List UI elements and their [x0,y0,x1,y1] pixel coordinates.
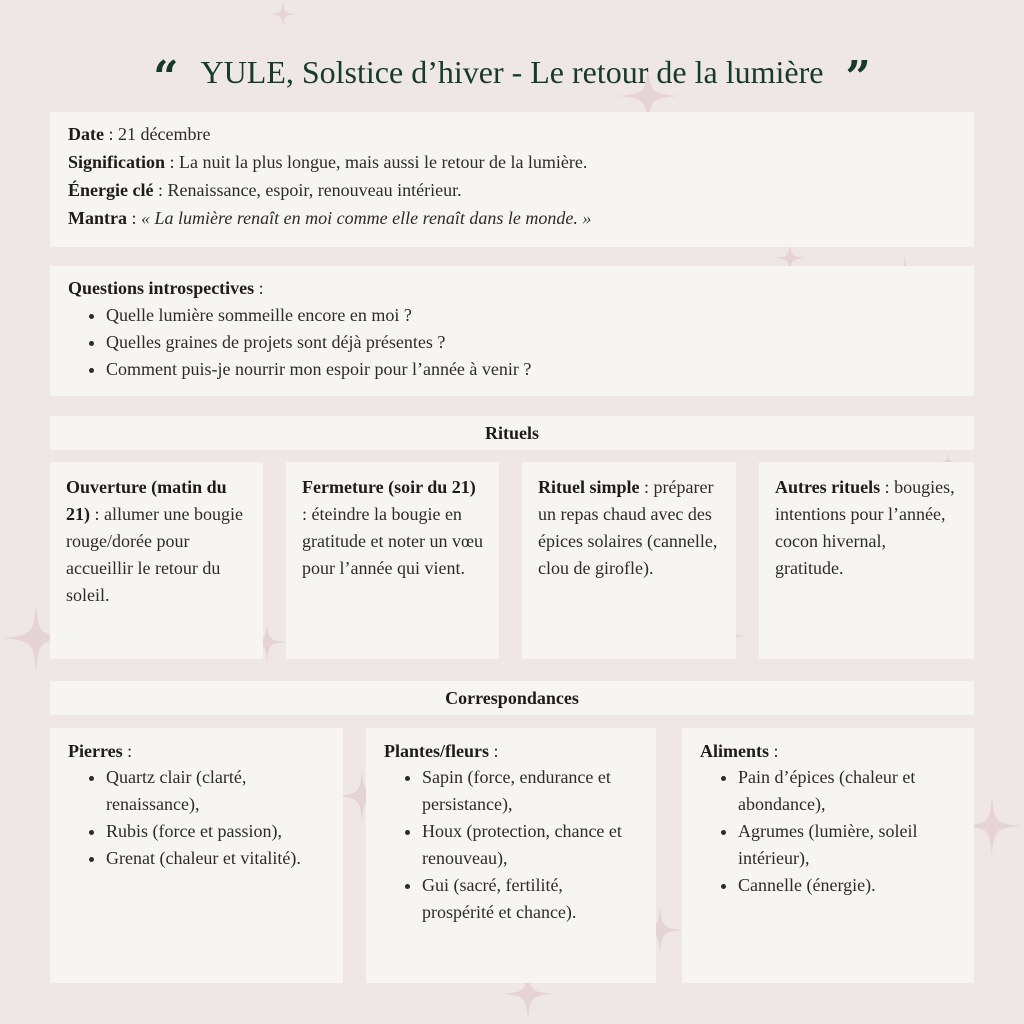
ritual-card [759,462,974,659]
open-quote-icon: “ [153,52,179,103]
ritual-label: Autres rituels [775,477,881,497]
questions-list [68,302,956,383]
signification-line [68,148,956,176]
mantra-value: « La lumière renaît en moi comme elle renaît dans le monde. » [141,208,592,228]
title-text: YULE, Solstice d’hiver - Le retour de la lumière [200,53,824,90]
signification-label: Signification [68,152,166,172]
ritual-text: : bougies, intentions pour l’année, cocon hivernal, gratitude. [775,477,955,578]
ritual-label: Ouverture (matin du 21) [66,477,227,524]
ritual-text: : éteindre la bougie en gratitude et noter un vœu pour l’année qui vient. [302,504,483,578]
correspondance-heading [700,738,956,764]
list-item: • Cannelle (énergie). [738,872,956,899]
ritual-label: Rituel simple [538,477,640,497]
mantra-line [68,204,956,232]
ritual-label: Fermeture (soir du 21) [302,477,476,497]
correspondance-heading [68,738,325,764]
info-card [50,112,974,247]
list-item: • Agrumes (lumière, soleil intérieur), [738,818,956,872]
date-line [68,120,956,148]
energie-label: Énergie clé [68,180,154,200]
list-item: • Gui (sacré, fertilité, prospérité et chance). [422,872,638,926]
rituels-heading: Rituels [50,416,974,450]
list-item: • Quartz clair (clarté, renaissance), [106,764,325,818]
list-item: • Sapin (force, endurance et persistance), [422,764,638,818]
correspondances-heading: Correspondances [50,681,974,715]
correspondance-heading [384,738,638,764]
questions-card [50,266,974,396]
mantra-sep: : [126,208,141,228]
ritual-text: : préparer un repas chaud avec des épices solaires (cannelle, clou de girofle). [538,477,718,578]
ritual-card [50,462,263,659]
correspondance-sep: : [122,741,133,761]
ritual-card [522,462,736,659]
sparkle-icon [269,0,297,28]
correspondance-card-plantes [366,728,656,983]
ritual-text: : allumer une bougie rouge/dorée pour accueillir le retour du soleil. [66,504,243,605]
correspondance-sep: : [489,741,499,761]
correspondance-list [68,764,325,872]
questions-heading [68,274,956,302]
list-item: • Comment puis-je nourrir mon espoir pour l’année à venir ? [106,356,956,383]
correspondance-sep: : [769,741,779,761]
correspondance-label: Pierres [68,741,123,761]
list-item: • Quelles graines de projets sont déjà présentes ? [106,329,956,356]
signification-value: : La nuit la plus longue, mais aussi le retour de la lumière. [165,152,588,172]
close-quote-icon: ” [845,52,871,103]
date-value: : 21 décembre [103,124,211,144]
correspondance-card-pierres [50,728,343,983]
list-item: • Grenat (chaleur et vitalité). [106,845,325,872]
list-item: • Quelle lumière sommeille encore en moi ? [106,302,956,329]
page-title [0,44,1024,103]
correspondance-list [384,764,638,926]
questions-heading-label: Questions introspectives [68,278,255,298]
energie-value: : Renaissance, espoir, renouveau intérieur. [153,180,462,200]
list-item: • Houx (protection, chance et renouveau), [422,818,638,872]
list-item: • Rubis (force et passion), [106,818,325,845]
list-item: • Pain d’épices (chaleur et abondance), [738,764,956,818]
correspondance-label: Plantes/fleurs [384,741,489,761]
correspondance-card-aliments [682,728,974,983]
energie-line [68,176,956,204]
ritual-card [286,462,499,659]
correspondance-list [700,764,956,899]
correspondance-label: Aliments [700,741,769,761]
questions-heading-sep: : [254,278,264,298]
date-label: Date [68,124,104,144]
mantra-label: Mantra [68,208,127,228]
